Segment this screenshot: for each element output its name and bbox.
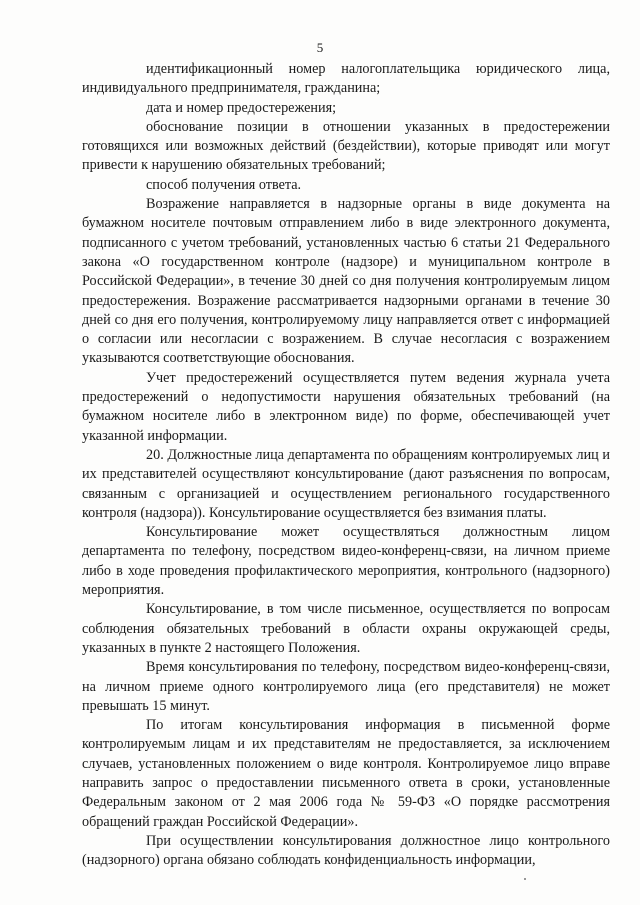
paragraph-consulting-results: По итогам консультирования информация в письменной форме контролируемым лицам и их представителям не предоставляется, за исключением случаев, установленных положением о виде контроля. Контролируемое лицо вправе направить запрос о предоставлении письменного ответа в сроки, установленные Федеральным законом от 2 мая 2006 года № 59-ФЗ «О порядке рассмотрения обращений граждан Российской Федерации». bbox=[82, 717, 610, 830]
document-body bbox=[82, 60, 610, 870]
scan-speck bbox=[524, 878, 526, 880]
paragraph-consulting-item-20: 20. Должностные лица департамента по обращениям контролируемых лиц и их представителей осуществляют консультирование (дают разъяснения по вопросам, связанным с организацией и осуществлением регионального государственного контроля (надзора)). Консультирование осуществляется без взимания платы. bbox=[82, 446, 610, 521]
paragraph-response-method: способ получения ответа. bbox=[146, 176, 302, 193]
paragraph-position-justification: обоснование позиции в отношении указанных в предостережении готовящихся или возможных действий (бездействии), которые приводят или могут привести к нарушению обязательных требований; bbox=[82, 118, 610, 174]
paragraph-warning-date-number: дата и номер предостережения; bbox=[146, 99, 337, 116]
page-number: 5 bbox=[316, 40, 324, 55]
paragraph-confidentiality: При осуществлении консультирования должностное лицо контрольного (надзорного) органа обязано соблюдать конфиденциальность информации, bbox=[82, 832, 610, 869]
paragraph-consulting-topics: Консультирование, в том числе письменное, осуществляется по вопросам соблюдения обязательных требований в области охраны окружающей среды, указанных в пункте 2 настоящего Положения. bbox=[82, 601, 610, 656]
paragraph-consulting-methods: Консультирование может осуществляться должностным лицом департамента по телефону, посредством видео-конференц-связи, на личном приеме либо в ходе проведения профилактического мероприятия, контрольного (надзорного) мероприятия. bbox=[82, 524, 610, 599]
paragraph-warnings-accounting: Учет предостережений осуществляется путем ведения журнала учета предостережений о недопустимости нарушения обязательных требований (на бумажном носителе либо в электронном виде) по форме, обеспечивающей учет указанной информации. bbox=[82, 369, 610, 444]
paragraph-objection-procedure: Возражение направляется в надзорные органы в виде документа на бумажном носителе почтовым отправлением либо в виде электронного документа, подписанного с учетом требований, установленных частью 6 статьи 21 Федерального закона «О государственном контроле (надзоре) и муниципальном контроле в Российской Федерации», в течение 30 дней со дня получения контролируемым лицом предостережения. Возражение рассматривается надзорными органами в течение 30 дней со дня его получения, контролируемому лицу направляется ответ с информацией о согласии или несогласии с возражением. В случае несогласия с возражением указываются соответствующие обоснования. bbox=[82, 196, 610, 367]
paragraph-taxpayer-id: идентификационный номер налогоплательщика юридического лица, индивидуального предпринимателя, гражданина; bbox=[82, 61, 610, 97]
paragraph-consulting-time-limit: Время консультирования по телефону, посредством видео-конференц-связи, на личном приеме одного контролируемого лица (его представителя) не может превышать 15 минут. bbox=[82, 659, 610, 714]
